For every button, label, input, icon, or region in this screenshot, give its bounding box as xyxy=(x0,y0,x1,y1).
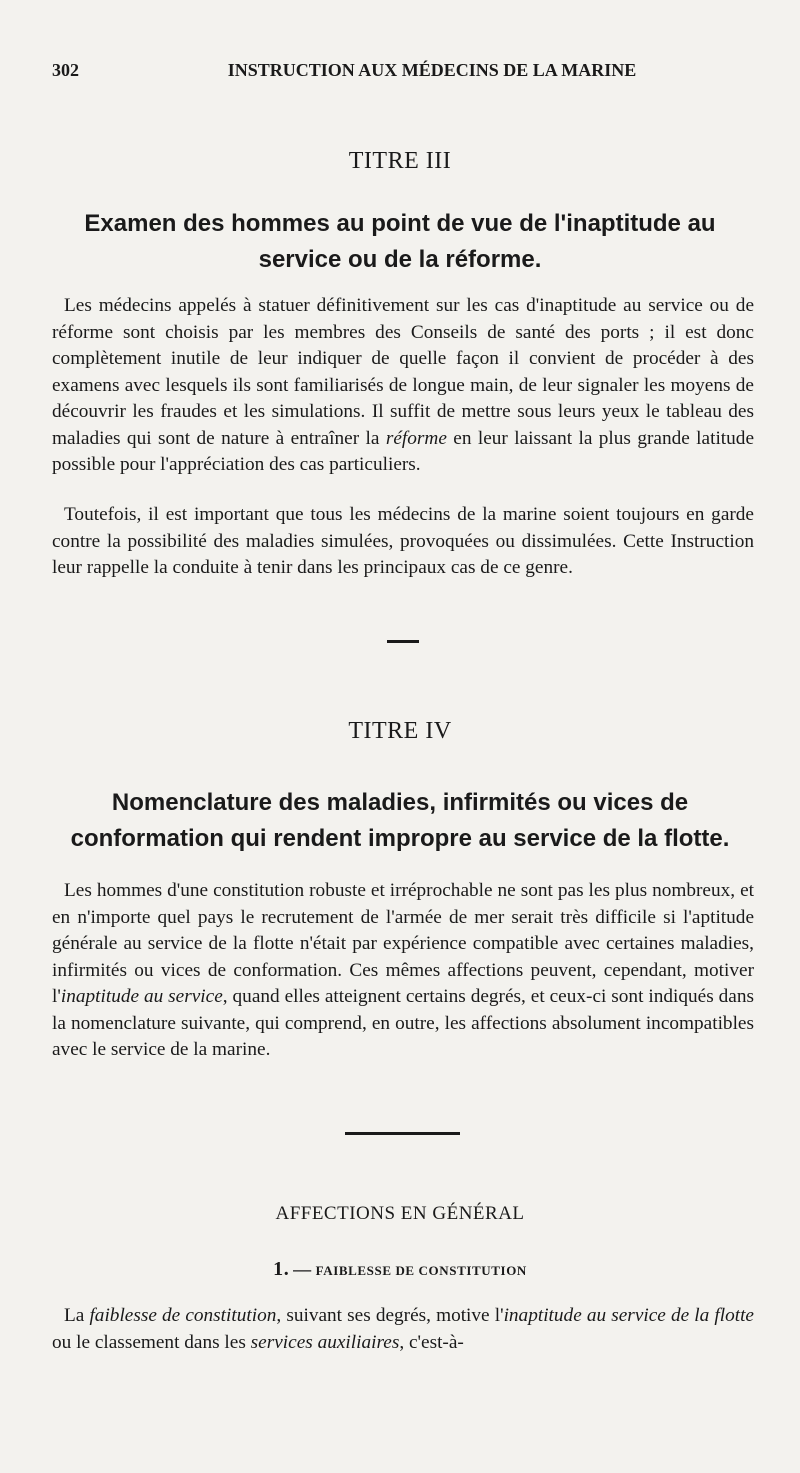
section-divider xyxy=(345,1132,460,1135)
titre-iv-label: TITRE IV xyxy=(348,718,452,744)
titre-iii-paragraph-1: Les médecins appelés à statuer définitivement sur les cas d'inaptitude au service ou de réforme sont choisis par les membres des Conseils de santé des ports ; il est donc complètement inutile de leur indiquer de quelle façon il convient de procéder à des examens avec lesquels ils sont familiarisés de longue main, de leur signaler les moyens de découvrir les fraudes et les simulations. Il suffit de mettre sous leurs yeux le tableau des maladies qui sont de nature à entraîner la réforme en leur laissant la plus grande latitude possible pour l'appréciation des cas particuliers. xyxy=(52,295,755,475)
titre-iv-paragraph: Les hommes d'une constitution robuste et irréprochable ne sont pas les plus nombreux, et en n'importe quel pays le recrutement de l'armée de mer serait très difficile si l'aptitude générale au service de la flotte n'était par expérience compatible avec certaines maladies, infirmités ou vices de conformation. Ces mêmes affections peuvent, cependant, motiver l'inaptitude au service, quand elles atteignent certains degrés, et ceux-ci sont indiqués dans la nomenclature suivante, qui comprend, en outre, les affections absolument incompatibles avec le service de la marine. xyxy=(52,880,754,1060)
titre-iv-heading: Nomenclature des maladies, infirmités ou vices de conformation qui rendent impropre au service de la flotte. xyxy=(70,789,730,852)
page-number: 302 xyxy=(52,60,79,80)
running-title: INSTRUCTION AUX MÉDECINS DE LA MARINE xyxy=(227,60,637,80)
titre-iii-heading: Examen des hommes au point de vue de l'inaptitude au service ou de la réforme. xyxy=(84,210,716,273)
section-title: AFFECTIONS EN GÉNÉRAL xyxy=(275,1203,525,1224)
item-paragraph: La faiblesse de constitution, suivant ses degrés, motive l'inaptitude au service de la flotte ou le classement dans les services auxiliaires, c'est-à- xyxy=(52,1305,754,1353)
titre-iii-label: TITRE III xyxy=(348,148,452,174)
running-header xyxy=(52,60,752,86)
section-divider xyxy=(387,640,419,643)
item-title: 1. — FAIBLESSE DE CONSTITUTION xyxy=(273,1258,527,1280)
titre-iii-paragraph-2: Toutefois, il est important que tous les médecins de la marine soient toujours en garde contre la possibilité des maladies simulées, provoquées ou dissimulées. Cette Instruction leur rappelle la conduite à tenir dans les principaux cas de ce genre. xyxy=(52,504,754,578)
